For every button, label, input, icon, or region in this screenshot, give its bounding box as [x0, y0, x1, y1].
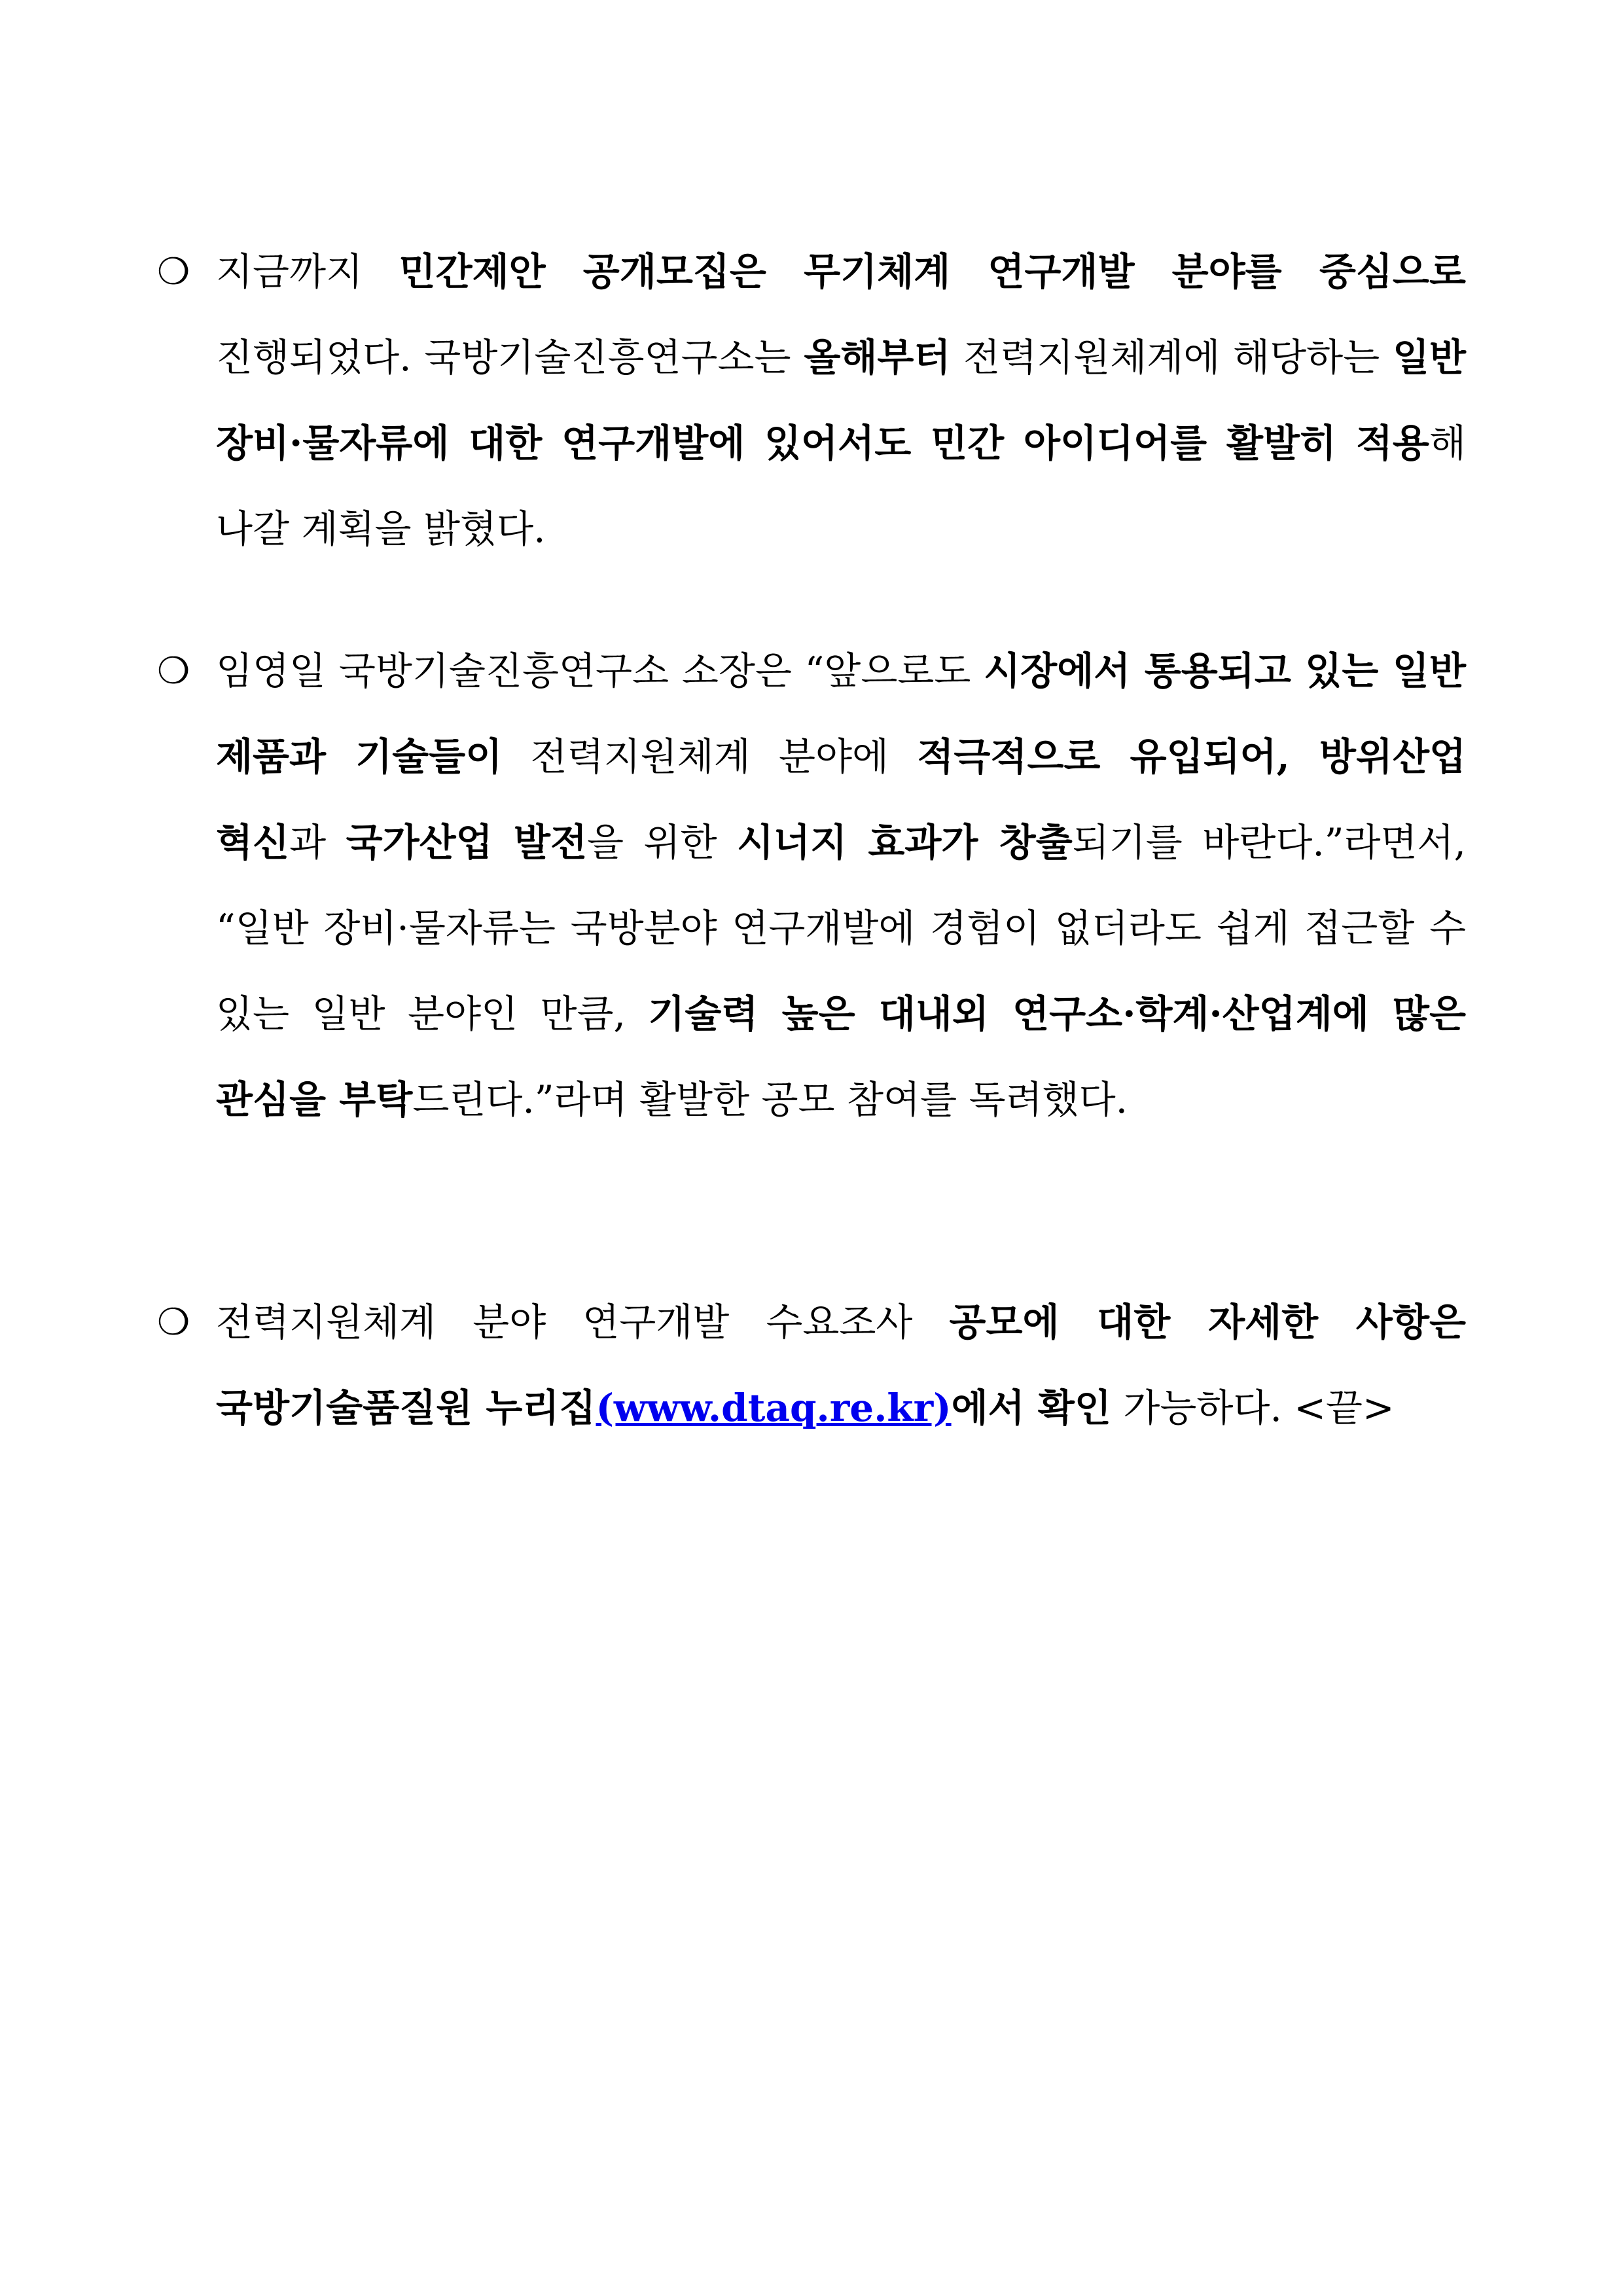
text-segment: 전력지원체계 분야에 — [502, 734, 918, 779]
bold-text-segment: 시장에서 통용되고 있는 일반 제품과 기술들이 — [216, 649, 1466, 779]
dtaq-website-link[interactable]: (www.dtaq.re.kr) — [596, 1386, 952, 1430]
text-segment: 임영일 국방기술진흥연구소 소장은 “앞으로도 — [216, 649, 984, 693]
text-segment: 지금까지 — [216, 249, 399, 294]
text-segment: 가능하다. <끝> — [1111, 1386, 1395, 1430]
text-segment: 과 — [289, 820, 346, 865]
paragraph-3-text — [216, 1280, 1466, 1451]
paragraph-2-text — [216, 628, 1466, 1143]
bold-text-segment: 시너지 효과가 창출 — [737, 820, 1073, 865]
text-segment: 전력지원체계 분야 연구개발 수요조사 — [216, 1300, 950, 1344]
text-segment: 되기를 바란다.”라면서, “일반 장비·물자류는 국방분야 연구개발에 경험이 없더라도 쉽게 접근할 수 있는 일반 분야인 만큼, — [216, 820, 1466, 1036]
circle-bullet-icon: ❍ — [157, 1301, 190, 1344]
bold-text-segment: 올해부터 — [804, 335, 951, 380]
text-segment: 전력지원체계에 해당하는 — [950, 335, 1393, 380]
bold-text-segment: 기술력 높은 대내외 연구소·학계·산업계에 많은 관심을 부탁 — [216, 992, 1466, 1122]
bold-text-segment: 일반 장비·물자류에 대한 연구개발에 있어서도 민간 아이디어를 활발히 적용 — [216, 335, 1466, 465]
bold-text-segment: 에서 확인 — [951, 1386, 1111, 1430]
bold-text-segment: 공모에 대한 자세한 사항은 국방기술품질원 누리집 — [216, 1300, 1466, 1430]
text-segment: 드린다.”라며 활발한 공모 참여를 독려했다. — [412, 1077, 1128, 1122]
text-segment: 을 위한 — [586, 820, 738, 865]
bold-text-segment: 적극적으로 유입되어, 방위산업 혁신 — [216, 734, 1466, 865]
text-segment: 해 나갈 계획을 밝혔다. — [216, 421, 1466, 551]
circle-bullet-icon: ❍ — [157, 650, 190, 692]
bold-text-segment: 민간제안 공개모집은 무기체계 연구개발 분야를 중심으로 — [399, 249, 1466, 294]
bold-text-segment: 국가산업 발전 — [346, 820, 587, 865]
paragraph-1-text — [216, 229, 1466, 572]
circle-bullet-icon: ❍ — [157, 251, 190, 293]
text-segment: 진행되었다. 국방기술진흥연구소는 — [216, 335, 804, 380]
